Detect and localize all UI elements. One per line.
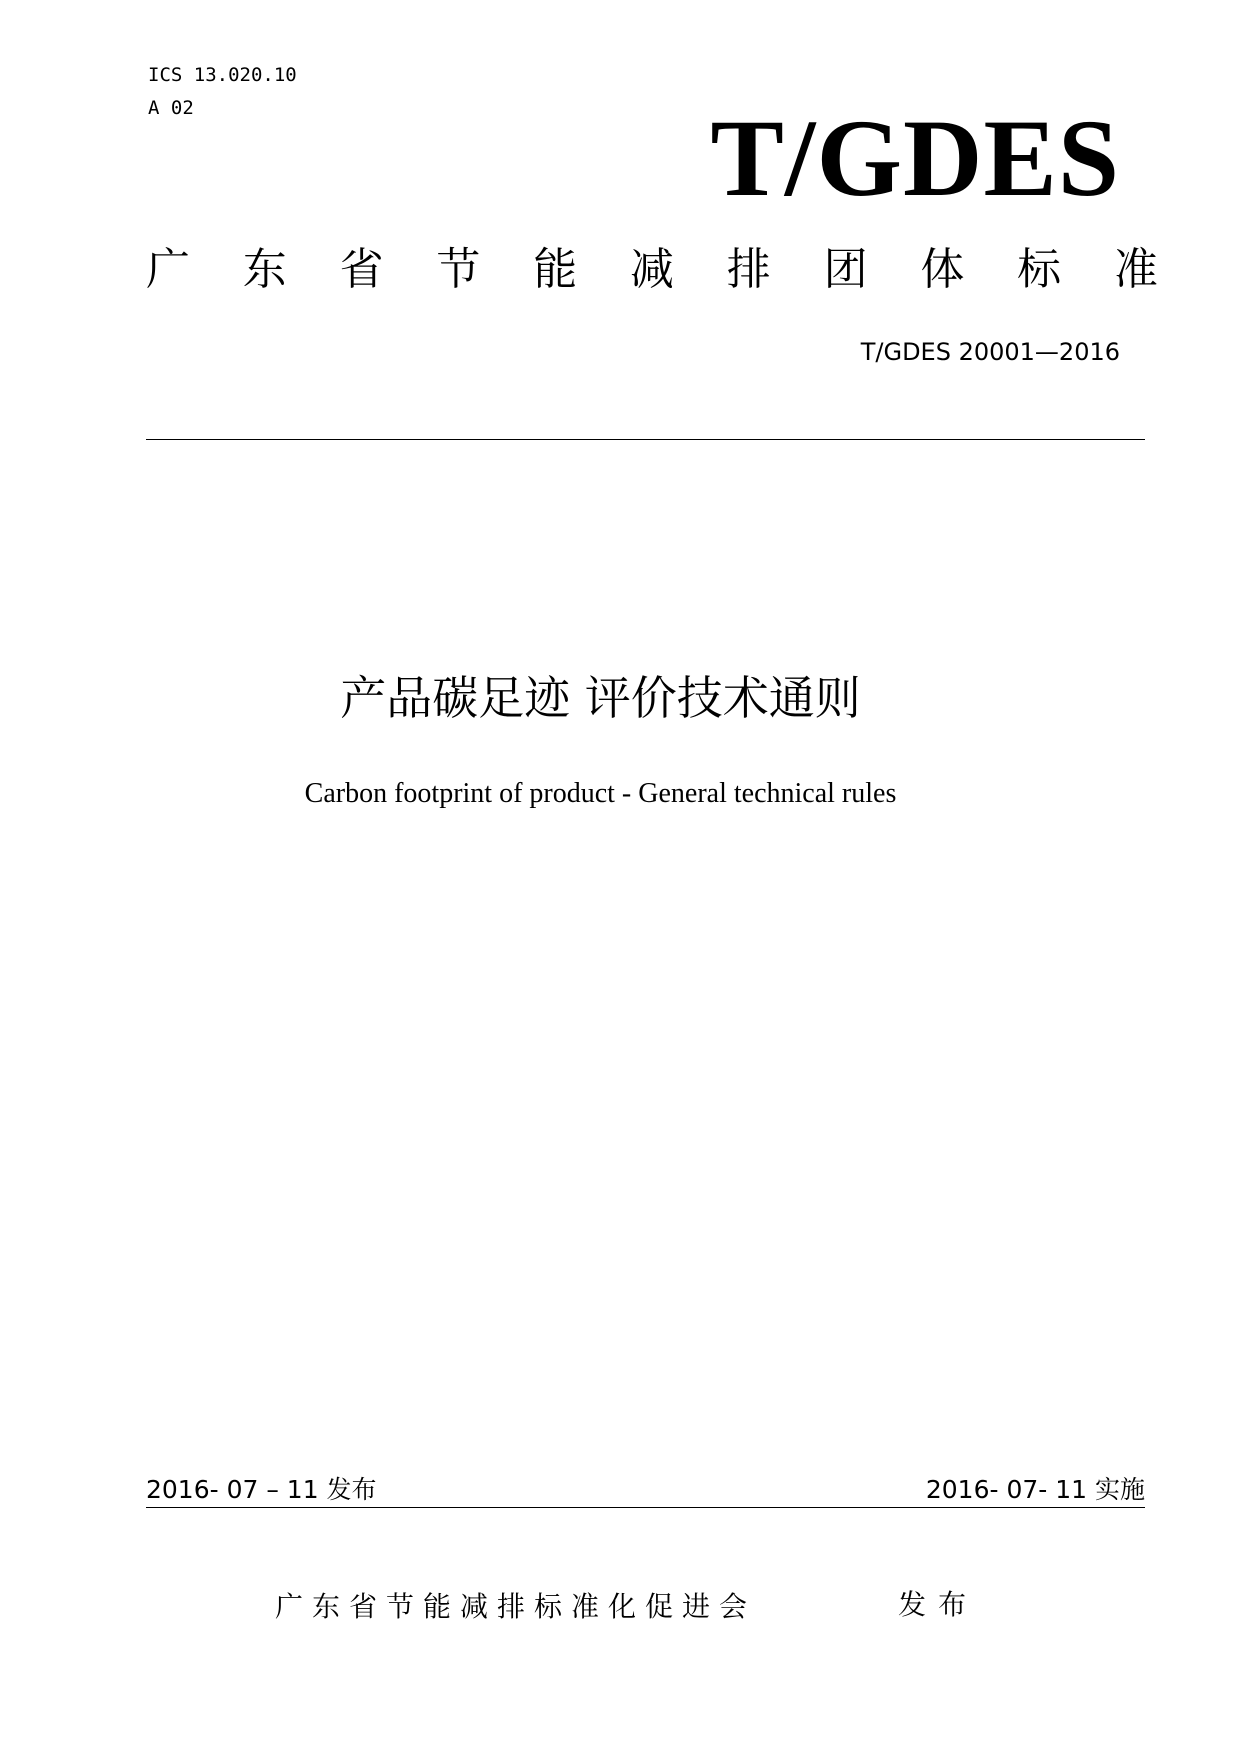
organization-title-char: 广 [146,244,190,295]
organization-title-char: 排 [726,244,771,295]
organization-title-char: 减 [629,244,674,295]
organization-title-char: 节 [436,244,481,295]
issue-date: 2016- 07 – 11 发布 [146,1475,377,1504]
organization-title-char: 东 [242,244,287,295]
organization-title-char: 体 [920,244,965,295]
document-title-chinese: 产品碳足迹 评价技术通则 [340,671,861,725]
organization-title-char: 标 [1017,244,1062,295]
standard-number: T/GDES 20001—2016 [860,338,1120,366]
organization-title [146,242,1158,298]
ics-code: ICS 13.020.10 [148,64,297,86]
classification-code: A 02 [148,97,194,119]
implementation-date: 2016- 07- 11 实施 [925,1475,1145,1504]
organization-title-char: 准 [1113,244,1158,295]
organization-title-char: 能 [533,244,578,295]
standard-logo: T/GDES [710,97,1120,219]
publisher-name: 广东省节能减排标准化促进会 [275,1590,757,1623]
document-title-english: Carbon footprint of product - General technical rules [304,778,897,809]
header-divider [146,439,1145,440]
organization-title-char: 团 [823,244,868,295]
footer-divider [146,1507,1145,1508]
publish-label: 发布 [898,1588,979,1621]
organization-title-char: 省 [339,244,384,295]
